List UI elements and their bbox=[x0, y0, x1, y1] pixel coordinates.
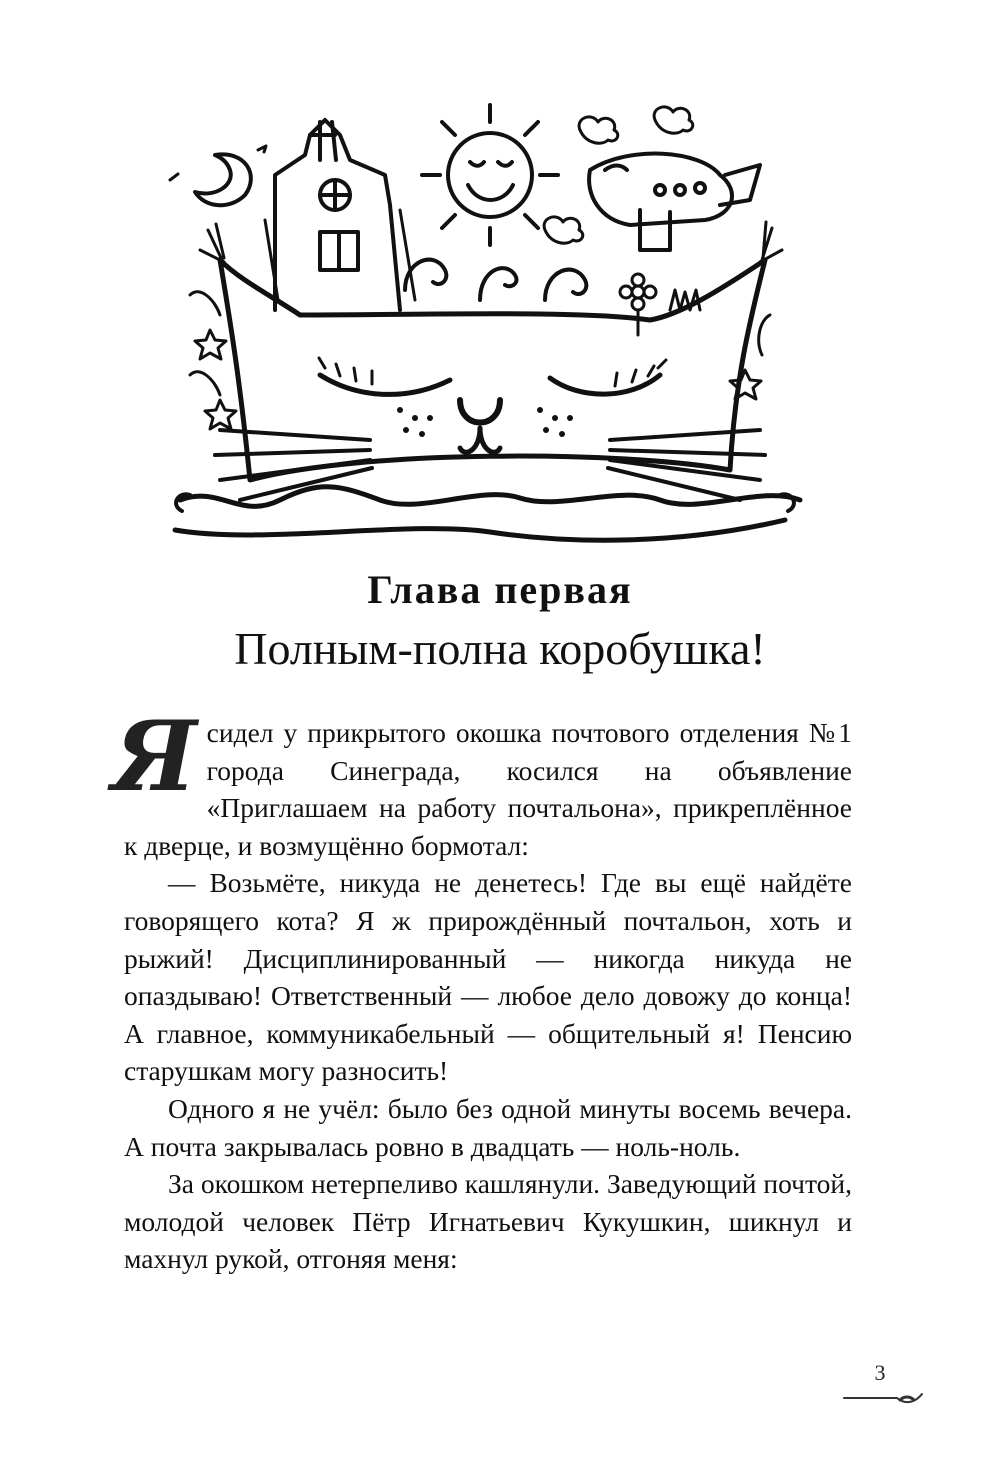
chapter-body bbox=[112, 700, 852, 1278]
paragraph bbox=[112, 700, 852, 864]
moon-icon bbox=[170, 146, 266, 205]
chapter-title: Полным-полна коробушка! bbox=[234, 623, 766, 674]
airplane-icon bbox=[589, 154, 760, 250]
paragraph-text: сидел у прикрытого окошка почтового отделения №1 города Синеграда, косился на объявление «Приглашаем на работу почтальона», прикреплённое к дверце, и возмущённо бормотал: bbox=[124, 717, 852, 861]
paragraph: Одного я не учёл: было без одной минуты восемь вечера. А почта закрывалась ровно в двадцать — ноль-ноль. bbox=[124, 1092, 852, 1162]
flower-icon bbox=[620, 274, 700, 335]
drop-cap: Я bbox=[112, 700, 197, 813]
page-ornament-icon bbox=[842, 1388, 926, 1408]
chapter-illustration bbox=[160, 100, 820, 560]
cat-head-icon bbox=[200, 222, 782, 500]
house-icon bbox=[265, 120, 415, 310]
chapter-label: Глава первая bbox=[367, 567, 633, 612]
paragraph: — Возьмёте, никуда не денетесь! Где вы ещё найдёте говорящего кота? Я ж прирождённый почтальон, хоть и рыжий! Дисциплинированный — никогда никуда не опаздываю! Ответственный — любое дело довожу до конца! А главное, коммуникабельный — общительный я! Пенсию старушкам могу разносить! bbox=[124, 867, 852, 1087]
page-number: 3 bbox=[874, 1360, 886, 1385]
paragraph: За окошком нетерпеливо кашлянули. Заведующий почтой, молодой человек Пётр Игнатьевич Кукушкин, шикнул и махнул рукой, отгоняя меня: bbox=[124, 1168, 852, 1275]
sun-icon bbox=[422, 105, 558, 245]
